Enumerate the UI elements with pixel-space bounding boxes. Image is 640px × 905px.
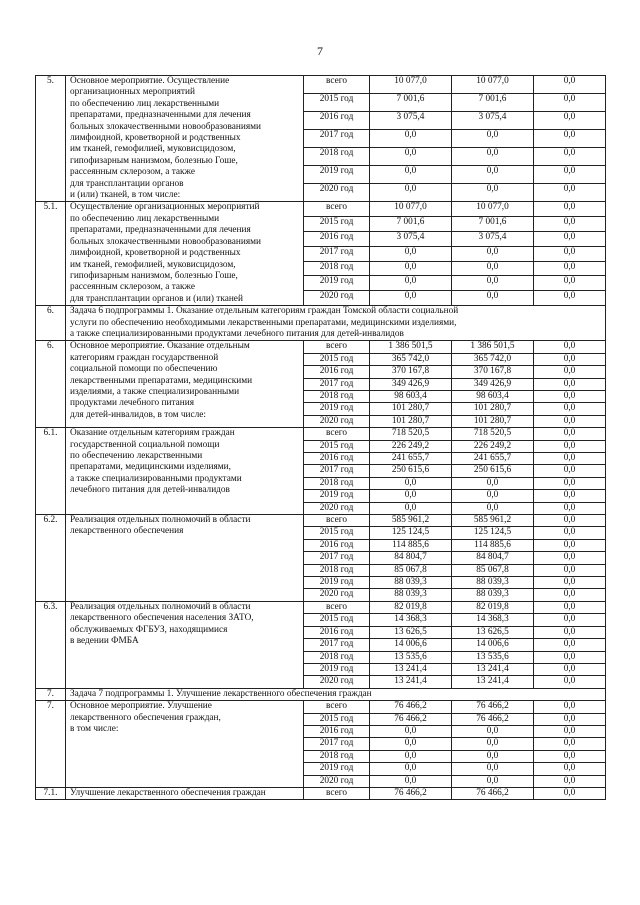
regional-budget-cell: 7 001,6 xyxy=(452,217,534,232)
budget-table xyxy=(35,75,606,800)
total-value-cell: 101 280,7 xyxy=(370,403,452,415)
total-value-cell: 13 535,6 xyxy=(370,651,452,663)
total-value-cell: 76 466,2 xyxy=(370,787,452,799)
measure-name xyxy=(66,76,304,202)
total-value-cell: 349 426,9 xyxy=(370,378,452,390)
row-number: 6. xyxy=(36,306,66,341)
other-source-cell: 0,0 xyxy=(534,276,606,291)
task-description xyxy=(66,306,606,341)
other-source-cell: 0,0 xyxy=(534,539,606,551)
total-value-cell: 226 249,2 xyxy=(370,440,452,452)
year-cell: 2016 год xyxy=(304,626,370,638)
regional-budget-cell: 0,0 xyxy=(452,291,534,306)
measure-name-line: им тканей, гемофилией, муковисцидозом, xyxy=(70,259,236,270)
year-cell: 2019 год xyxy=(304,166,370,184)
total-value-cell: 365 742,0 xyxy=(370,353,452,365)
other-source-cell: 0,0 xyxy=(534,166,606,184)
other-source-cell: 0,0 xyxy=(534,184,606,202)
task-row xyxy=(36,688,606,700)
regional-budget-cell: 349 426,9 xyxy=(452,378,534,390)
other-source-cell: 0,0 xyxy=(534,651,606,663)
row-number: 7. xyxy=(36,701,66,788)
year-cell: 2016 год xyxy=(304,232,370,247)
measure-name xyxy=(66,428,304,515)
total-value-cell: 13 626,5 xyxy=(370,626,452,638)
other-source-cell: 0,0 xyxy=(534,465,606,477)
measure-name-line: для трансплантации органов и (или) тканей xyxy=(70,293,243,304)
regional-budget-cell: 7 001,6 xyxy=(452,94,534,112)
other-source-cell: 0,0 xyxy=(534,453,606,465)
regional-budget-cell: 13 535,6 xyxy=(452,651,534,663)
table-row xyxy=(36,341,606,353)
measure-name xyxy=(66,601,304,688)
measure-name-line: в ведении ФМБА xyxy=(70,636,139,647)
total-value-cell: 0,0 xyxy=(370,502,452,514)
year-cell: 2017 год xyxy=(304,738,370,750)
other-source-cell: 0,0 xyxy=(534,130,606,148)
year-cell: всего xyxy=(304,515,370,527)
other-source-cell: 0,0 xyxy=(534,353,606,365)
year-cell: 2020 год xyxy=(304,775,370,787)
measure-name-line: организационных мероприятий xyxy=(70,87,195,98)
other-source-cell: 0,0 xyxy=(534,440,606,452)
regional-budget-cell: 84 804,7 xyxy=(452,552,534,564)
other-source-cell: 0,0 xyxy=(534,76,606,94)
other-source-cell: 0,0 xyxy=(534,390,606,402)
regional-budget-cell: 0,0 xyxy=(452,148,534,166)
other-source-cell: 0,0 xyxy=(534,261,606,276)
measure-name xyxy=(66,515,304,602)
regional-budget-cell: 101 280,7 xyxy=(452,403,534,415)
total-value-cell: 241 655,7 xyxy=(370,453,452,465)
other-source-cell: 0,0 xyxy=(534,564,606,576)
total-value-cell: 114 885,6 xyxy=(370,539,452,551)
year-cell: 2015 год xyxy=(304,94,370,112)
measure-name-line: больных злокачественными новообразованиями xyxy=(70,121,261,132)
other-source-cell: 0,0 xyxy=(534,291,606,306)
measure-name-line: в том числе: xyxy=(70,723,119,734)
regional-budget-cell: 250 615,6 xyxy=(452,465,534,477)
task-line: услуги по обеспечению необходимыми лекарственными препаратами, медицинскими изделиями, xyxy=(70,317,457,328)
total-value-cell: 1 386 501,5 xyxy=(370,341,452,353)
year-cell: 2015 год xyxy=(304,353,370,365)
total-value-cell: 718 520,5 xyxy=(370,428,452,440)
other-source-cell: 0,0 xyxy=(534,366,606,378)
year-cell: 2020 год xyxy=(304,184,370,202)
row-number: 6.2. xyxy=(36,515,66,602)
row-number: 5.1. xyxy=(36,202,66,306)
page-number: 7 xyxy=(317,44,323,58)
table-row xyxy=(36,428,606,440)
other-source-cell: 0,0 xyxy=(534,750,606,762)
total-value-cell: 101 280,7 xyxy=(370,415,452,427)
measure-name-line: государственной социальной помощи xyxy=(70,439,220,450)
total-value-cell: 125 124,5 xyxy=(370,527,452,539)
year-cell: 2016 год xyxy=(304,112,370,130)
other-source-cell: 0,0 xyxy=(534,202,606,217)
total-value-cell: 0,0 xyxy=(370,166,452,184)
year-cell: всего xyxy=(304,341,370,353)
other-source-cell: 0,0 xyxy=(534,589,606,601)
year-cell: 2018 год xyxy=(304,750,370,762)
year-cell: 2018 год xyxy=(304,564,370,576)
measure-name-line: рассеянным склерозом, а также xyxy=(70,282,195,293)
year-cell: 2020 год xyxy=(304,415,370,427)
year-cell: 2020 год xyxy=(304,676,370,688)
measure-name-line: Основное мероприятие. Осуществление xyxy=(70,76,230,86)
year-cell: 2017 год xyxy=(304,130,370,148)
other-source-cell: 0,0 xyxy=(534,477,606,489)
measure-name-line: обслуживаемых ФГБУЗ, находящимися xyxy=(70,624,228,635)
year-cell: 2017 год xyxy=(304,246,370,261)
regional-budget-cell: 0,0 xyxy=(452,775,534,787)
year-cell: 2019 год xyxy=(304,763,370,775)
year-cell: 2019 год xyxy=(304,490,370,502)
other-source-cell: 0,0 xyxy=(534,341,606,353)
regional-budget-cell: 585 961,2 xyxy=(452,515,534,527)
measure-name-line: а также специализированными продуктами xyxy=(70,473,242,484)
regional-budget-cell: 0,0 xyxy=(452,502,534,514)
measure-name-line: лечебного питания для детей-инвалидов xyxy=(70,485,230,496)
other-source-cell: 0,0 xyxy=(534,527,606,539)
regional-budget-cell: 241 655,7 xyxy=(452,453,534,465)
measure-name-line: им тканей, гемофилией, муковисцидозом, xyxy=(70,144,236,155)
measure-name-line: рассеянным склерозом, а также xyxy=(70,167,195,178)
total-value-cell: 82 019,8 xyxy=(370,601,452,613)
total-value-cell: 10 077,0 xyxy=(370,76,452,94)
table-row xyxy=(36,202,606,217)
regional-budget-cell: 0,0 xyxy=(452,750,534,762)
task-line: Задача 6 подпрограммы 1. Оказание отдельным категориям граждан Томской области социальной xyxy=(70,306,459,317)
other-source-cell: 0,0 xyxy=(534,577,606,589)
total-value-cell: 88 039,3 xyxy=(370,577,452,589)
other-source-cell: 0,0 xyxy=(534,676,606,688)
regional-budget-cell: 365 742,0 xyxy=(452,353,534,365)
total-value-cell: 0,0 xyxy=(370,184,452,202)
other-source-cell: 0,0 xyxy=(534,246,606,261)
year-cell: 2020 год xyxy=(304,589,370,601)
measure-name-line: и (или) тканей, в том числе: xyxy=(70,190,181,201)
measure-name-line: лимфоидной, кроветворной и родственных xyxy=(70,248,241,259)
total-value-cell: 98 603,4 xyxy=(370,390,452,402)
regional-budget-cell: 114 885,6 xyxy=(452,539,534,551)
year-cell: всего xyxy=(304,428,370,440)
year-cell: 2015 год xyxy=(304,527,370,539)
other-source-cell: 0,0 xyxy=(534,217,606,232)
total-value-cell: 84 804,7 xyxy=(370,552,452,564)
table-row xyxy=(36,515,606,527)
total-value-cell: 0,0 xyxy=(370,738,452,750)
measure-name-line: Реализация отдельных полномочий в области xyxy=(70,515,251,526)
year-cell: 2017 год xyxy=(304,552,370,564)
year-cell: 2018 год xyxy=(304,477,370,489)
regional-budget-cell: 14 006,6 xyxy=(452,639,534,651)
table-row xyxy=(36,601,606,613)
total-value-cell: 13 241,4 xyxy=(370,676,452,688)
total-value-cell: 0,0 xyxy=(370,276,452,291)
year-cell: всего xyxy=(304,202,370,217)
other-source-cell: 0,0 xyxy=(534,763,606,775)
regional-budget-cell: 0,0 xyxy=(452,725,534,737)
other-source-cell: 0,0 xyxy=(534,112,606,130)
other-source-cell: 0,0 xyxy=(534,428,606,440)
task-line: а также специализированными продуктами лечебного питания для детей-инвалидов xyxy=(70,328,404,339)
regional-budget-cell: 0,0 xyxy=(452,261,534,276)
regional-budget-cell: 0,0 xyxy=(452,166,534,184)
regional-budget-cell: 13 241,4 xyxy=(452,676,534,688)
row-number: 6.1. xyxy=(36,428,66,515)
regional-budget-cell: 76 466,2 xyxy=(452,713,534,725)
total-value-cell: 85 067,8 xyxy=(370,564,452,576)
total-value-cell: 585 961,2 xyxy=(370,515,452,527)
other-source-cell: 0,0 xyxy=(534,378,606,390)
measure-name-line: лекарственного обеспечения xyxy=(70,526,184,537)
other-source-cell: 0,0 xyxy=(534,787,606,799)
total-value-cell: 76 466,2 xyxy=(370,701,452,713)
measure-name-line: продуктами лечебного питания xyxy=(70,398,194,409)
year-cell: 2019 год xyxy=(304,577,370,589)
total-value-cell: 0,0 xyxy=(370,291,452,306)
year-cell: всего xyxy=(304,787,370,799)
other-source-cell: 0,0 xyxy=(534,601,606,613)
year-cell: 2019 год xyxy=(304,403,370,415)
other-source-cell: 0,0 xyxy=(534,626,606,638)
measure-name-line: по обеспечению лекарственными xyxy=(70,451,203,461)
total-value-cell: 76 466,2 xyxy=(370,713,452,725)
regional-budget-cell: 10 077,0 xyxy=(452,202,534,217)
total-value-cell: 0,0 xyxy=(370,477,452,489)
regional-budget-cell: 88 039,3 xyxy=(452,589,534,601)
other-source-cell: 0,0 xyxy=(534,415,606,427)
measure-name xyxy=(66,341,304,428)
measure-name-line: Основное мероприятие. Улучшение xyxy=(70,701,212,712)
other-source-cell: 0,0 xyxy=(534,502,606,514)
regional-budget-cell: 0,0 xyxy=(452,490,534,502)
regional-budget-cell: 0,0 xyxy=(452,276,534,291)
other-source-cell: 0,0 xyxy=(534,614,606,626)
measure-name-line: лекарственными препаратами, медицинскими xyxy=(70,375,253,386)
total-value-cell: 7 001,6 xyxy=(370,217,452,232)
regional-budget-cell: 0,0 xyxy=(452,246,534,261)
total-value-cell: 14 368,3 xyxy=(370,614,452,626)
year-cell: 2018 год xyxy=(304,148,370,166)
measure-name-line: Основное мероприятие. Оказание отдельным xyxy=(70,341,250,352)
total-value-cell: 0,0 xyxy=(370,130,452,148)
other-source-cell: 0,0 xyxy=(534,725,606,737)
regional-budget-cell: 76 466,2 xyxy=(452,701,534,713)
total-value-cell: 0,0 xyxy=(370,725,452,737)
regional-budget-cell: 101 280,7 xyxy=(452,415,534,427)
year-cell: всего xyxy=(304,701,370,713)
year-cell: 2020 год xyxy=(304,291,370,306)
measure-name-line: гипофизарным нанизмом, болезнью Гоше, xyxy=(70,270,238,281)
regional-budget-cell: 88 039,3 xyxy=(452,577,534,589)
other-source-cell: 0,0 xyxy=(534,148,606,166)
row-number: 6. xyxy=(36,341,66,428)
year-cell: 2019 год xyxy=(304,276,370,291)
year-cell: 2017 год xyxy=(304,465,370,477)
measure-name-line: изделиями, а также специализированными xyxy=(70,386,240,397)
regional-budget-cell: 0,0 xyxy=(452,477,534,489)
regional-budget-cell: 0,0 xyxy=(452,738,534,750)
year-cell: 2018 год xyxy=(304,261,370,276)
year-cell: 2019 год xyxy=(304,663,370,675)
regional-budget-cell: 3 075,4 xyxy=(452,112,534,130)
other-source-cell: 0,0 xyxy=(534,94,606,112)
other-source-cell: 0,0 xyxy=(534,713,606,725)
row-number: 7.1. xyxy=(36,787,66,799)
year-cell: 2018 год xyxy=(304,390,370,402)
other-source-cell: 0,0 xyxy=(534,515,606,527)
total-value-cell: 14 006,6 xyxy=(370,639,452,651)
regional-budget-cell: 13 241,4 xyxy=(452,663,534,675)
total-value-cell: 0,0 xyxy=(370,148,452,166)
measure-name-line: категориям граждан государственной xyxy=(70,352,219,363)
total-value-cell: 0,0 xyxy=(370,775,452,787)
measure-name-line: гипофизарным нанизмом, болезнью Гоше, xyxy=(70,155,238,166)
other-source-cell: 0,0 xyxy=(534,738,606,750)
total-value-cell: 7 001,6 xyxy=(370,94,452,112)
task-description xyxy=(66,688,606,700)
regional-budget-cell: 82 019,8 xyxy=(452,601,534,613)
year-cell: 2015 год xyxy=(304,217,370,232)
regional-budget-cell: 125 124,5 xyxy=(452,527,534,539)
measure-name-line: социальной помощи по обеспечению xyxy=(70,364,218,375)
regional-budget-cell: 0,0 xyxy=(452,763,534,775)
row-number: 6.3. xyxy=(36,601,66,688)
measure-name-line: для трансплантации органов xyxy=(70,178,184,189)
total-value-cell: 370 167,8 xyxy=(370,366,452,378)
year-cell: всего xyxy=(304,76,370,94)
total-value-cell: 3 075,4 xyxy=(370,112,452,130)
total-value-cell: 0,0 xyxy=(370,246,452,261)
regional-budget-cell: 14 368,3 xyxy=(452,614,534,626)
year-cell: 2016 год xyxy=(304,453,370,465)
measure-name-line: лимфоидной, кроветворной и родственных xyxy=(70,133,241,144)
measure-name xyxy=(66,701,304,788)
other-source-cell: 0,0 xyxy=(534,775,606,787)
task-line: Задача 7 подпрограммы 1. Улучшение лекарственного обеспечения граждан xyxy=(70,688,372,699)
regional-budget-cell: 0,0 xyxy=(452,184,534,202)
total-value-cell: 3 075,4 xyxy=(370,232,452,247)
total-value-cell: 0,0 xyxy=(370,750,452,762)
measure-name-line: по обеспечению лиц лекарственными xyxy=(70,213,220,224)
table-row xyxy=(36,787,606,799)
regional-budget-cell: 10 077,0 xyxy=(452,76,534,94)
year-cell: всего xyxy=(304,601,370,613)
other-source-cell: 0,0 xyxy=(534,232,606,247)
regional-budget-cell: 76 466,2 xyxy=(452,787,534,799)
other-source-cell: 0,0 xyxy=(534,663,606,675)
regional-budget-cell: 98 603,4 xyxy=(452,390,534,402)
table-row xyxy=(36,701,606,713)
measure-name-line: Оказание отдельным категориям граждан xyxy=(70,428,235,439)
other-source-cell: 0,0 xyxy=(534,552,606,564)
measure-name-line: больных злокачественными новообразованиями xyxy=(70,236,261,247)
total-value-cell: 13 241,4 xyxy=(370,663,452,675)
year-cell: 2017 год xyxy=(304,378,370,390)
other-source-cell: 0,0 xyxy=(534,639,606,651)
year-cell: 2016 год xyxy=(304,366,370,378)
other-source-cell: 0,0 xyxy=(534,490,606,502)
total-value-cell: 88 039,3 xyxy=(370,589,452,601)
measure-name-line: Осуществление организационных мероприятий xyxy=(70,202,260,213)
regional-budget-cell: 370 167,8 xyxy=(452,366,534,378)
total-value-cell: 10 077,0 xyxy=(370,202,452,217)
measure-name xyxy=(66,202,304,306)
year-cell: 2016 год xyxy=(304,539,370,551)
year-cell: 2015 год xyxy=(304,440,370,452)
row-number: 5. xyxy=(36,76,66,202)
measure-name-line: по обеспечению лиц лекарственными xyxy=(70,98,220,109)
year-cell: 2015 год xyxy=(304,614,370,626)
regional-budget-cell: 718 520,5 xyxy=(452,428,534,440)
year-cell: 2018 год xyxy=(304,651,370,663)
total-value-cell: 0,0 xyxy=(370,261,452,276)
year-cell: 2020 год xyxy=(304,502,370,514)
regional-budget-cell: 226 249,2 xyxy=(452,440,534,452)
measure-name-line: препаратами, медицинскими изделиями, xyxy=(70,462,231,473)
regional-budget-cell: 1 386 501,5 xyxy=(452,341,534,353)
task-row xyxy=(36,306,606,341)
measure-name-line: лекарственного обеспечения населения ЗАТО, xyxy=(70,613,254,624)
other-source-cell: 0,0 xyxy=(534,403,606,415)
measure-name-line: Улучшение лекарственного обеспечения граждан xyxy=(70,787,266,798)
measure-name xyxy=(66,787,304,799)
regional-budget-cell: 3 075,4 xyxy=(452,232,534,247)
total-value-cell: 0,0 xyxy=(370,490,452,502)
year-cell: 2016 год xyxy=(304,725,370,737)
table-row xyxy=(36,76,606,94)
measure-name-line: препаратами, предназначенными для лечения xyxy=(70,110,251,121)
regional-budget-cell: 85 067,8 xyxy=(452,564,534,576)
measure-name-line: препаратами, предназначенными для лечения xyxy=(70,225,251,236)
total-value-cell: 250 615,6 xyxy=(370,465,452,477)
measure-name-line: лекарственного обеспечения граждан, xyxy=(70,712,221,723)
measure-name-line: для детей-инвалидов, в том числе: xyxy=(70,409,207,420)
other-source-cell: 0,0 xyxy=(534,701,606,713)
year-cell: 2017 год xyxy=(304,639,370,651)
total-value-cell: 0,0 xyxy=(370,763,452,775)
measure-name-line: Реализация отдельных полномочий в области xyxy=(70,601,251,612)
regional-budget-cell: 13 626,5 xyxy=(452,626,534,638)
regional-budget-cell: 0,0 xyxy=(452,130,534,148)
row-number: 7. xyxy=(36,688,66,700)
year-cell: 2015 год xyxy=(304,713,370,725)
